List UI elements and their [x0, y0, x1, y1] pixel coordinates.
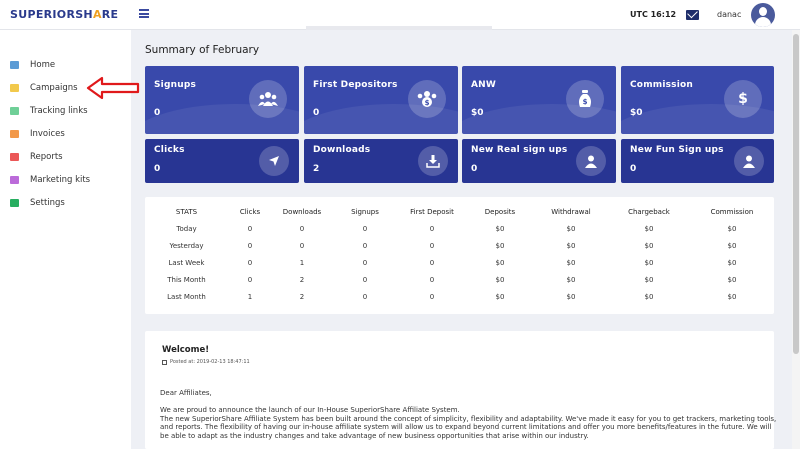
table-cell: $0 [566, 292, 576, 301]
sidebar-item-settings[interactable] [10, 196, 65, 210]
table-cell: 0 [299, 241, 305, 250]
table-cell: $0 [727, 258, 737, 267]
table-cell: $0 [566, 241, 576, 250]
stats-header: Deposits [484, 208, 516, 216]
row-label: Yesterday [169, 241, 204, 250]
sidebar-item-label: Campaigns [30, 83, 78, 93]
first-depositors-card [304, 66, 458, 134]
svg-text:$: $ [424, 99, 430, 107]
avatar[interactable] [751, 3, 775, 27]
new-real-signups-card [462, 139, 616, 183]
calendar-icon [162, 360, 167, 365]
logo-text: SUPERIORSH [10, 8, 93, 21]
table-row [145, 254, 774, 271]
welcome-greeting: Dear Affiliates, [160, 389, 212, 397]
stats-header: Signups [351, 208, 379, 216]
row-label: This Month [167, 275, 206, 284]
row-label: Last Week [168, 258, 205, 267]
card-label: New Fun Sign ups [630, 145, 724, 155]
table-cell: 0 [362, 241, 368, 250]
table-cell: $0 [727, 292, 737, 301]
table-cell: 0 [362, 224, 368, 233]
card-value: 0 [154, 108, 161, 118]
logo-accent: A [92, 8, 102, 21]
table-cell: $0 [727, 224, 737, 233]
table-row [145, 220, 774, 237]
welcome-panel [145, 331, 777, 449]
username[interactable]: danac [717, 10, 742, 19]
scrollbar-thumb[interactable] [793, 34, 799, 354]
table-cell: 0 [247, 275, 253, 284]
card-label: New Real sign ups [471, 145, 568, 155]
table-cell: $0 [644, 224, 654, 233]
cursor-icon [259, 146, 289, 176]
stats-header: Downloads [282, 208, 322, 216]
sidebar-item-campaigns[interactable] [10, 81, 78, 95]
table-cell: 0 [299, 224, 305, 233]
logo-text-end: RE [101, 8, 119, 21]
table-cell: $0 [495, 292, 505, 301]
commission-card [621, 66, 774, 134]
top-tab-indicator [306, 26, 492, 30]
campaigns-icon [10, 84, 19, 92]
table-cell: $0 [644, 292, 654, 301]
money-bag-icon [566, 80, 604, 118]
table-cell: 0 [247, 241, 253, 250]
table-cell: 0 [247, 258, 253, 267]
sidebar-item-home[interactable] [10, 58, 55, 72]
stats-header-row [145, 204, 774, 220]
table-cell: 0 [429, 258, 435, 267]
card-label: Signups [154, 80, 197, 90]
table-cell: 0 [429, 275, 435, 284]
new-fun-signups-card [621, 139, 774, 183]
table-cell: 0 [362, 292, 368, 301]
card-label: ANW [471, 80, 497, 90]
top-bar [0, 0, 800, 30]
anw-card [462, 66, 616, 134]
dollar-icon: $ [724, 80, 762, 118]
sidebar-item-label: Settings [30, 198, 65, 208]
signups-card [145, 66, 299, 134]
posted-text: Posted at: 2019-02-13 18:47:11 [170, 359, 250, 365]
table-cell: 1 [247, 292, 253, 301]
mail-icon[interactable] [686, 10, 699, 20]
user-icon [576, 146, 606, 176]
stats-header: Clicks [239, 208, 261, 216]
card-value: 0 [154, 164, 161, 174]
menu-toggle-icon[interactable] [139, 9, 149, 18]
svg-text:$: $ [582, 98, 588, 106]
posted-date [162, 359, 250, 365]
card-label: Downloads [313, 145, 371, 155]
reports-icon [10, 153, 19, 161]
downloads-card [304, 139, 458, 183]
welcome-line-1: We are proud to announce the launch of our In-House SuperiorShare Affiliate System. [160, 406, 460, 414]
card-value: $0 [630, 108, 643, 118]
card-value: 0 [471, 164, 478, 174]
table-cell: $0 [566, 258, 576, 267]
download-icon [418, 146, 448, 176]
sidebar-item-label: Tracking links [30, 106, 88, 116]
table-cell: $0 [495, 275, 505, 284]
logo[interactable] [10, 8, 118, 21]
table-cell: 1 [299, 258, 305, 267]
invoice-icon [10, 130, 19, 138]
table-cell: $0 [644, 275, 654, 284]
stats-header: Chargeback [628, 208, 670, 216]
sidebar-item-invoices[interactable] [10, 127, 65, 141]
stats-header: First Deposit [410, 208, 454, 216]
sidebar-item-label: Home [30, 60, 56, 70]
stats-header: STATS [175, 208, 198, 216]
table-cell: 2 [299, 292, 305, 301]
home-icon [10, 61, 19, 69]
table-cell: $0 [495, 241, 505, 250]
card-label: Clicks [154, 145, 185, 155]
users-icon [249, 80, 287, 118]
table-row [145, 271, 774, 288]
table-cell: $0 [727, 275, 737, 284]
table-cell: 0 [247, 224, 253, 233]
table-cell: $0 [644, 258, 654, 267]
row-label: Last Month [167, 292, 206, 301]
table-cell: 0 [429, 292, 435, 301]
table-cell: 2 [299, 275, 305, 284]
stats-panel [145, 197, 774, 314]
card-value: 0 [630, 164, 637, 174]
sidebar-item-label: Marketing kits [30, 175, 91, 185]
stats-table [145, 204, 774, 305]
stats-header: Commission [710, 208, 754, 216]
table-cell: $0 [566, 275, 576, 284]
table-row [145, 288, 774, 305]
table-cell: $0 [495, 258, 505, 267]
page-scrollbar[interactable] [792, 30, 800, 449]
sidebar-item-label: Reports [30, 152, 63, 162]
sidebar-item-tracking-links[interactable] [10, 104, 88, 118]
settings-icon [10, 199, 19, 207]
welcome-line-2: The new SuperiorShare Affiliate System has been built around the concept of simplicity, flexibility and adaptability. We've made it easy for you to get trackers, marketing tools, and reports. The flexibility of having our in-house affiliate system will allow us to expand beyond current limitations and offer you more benefits/features in the future. We will be able to adapt as the industry changes and take advantage of new business opportunities that arise within our industry. [160, 414, 777, 440]
table-row [145, 237, 774, 254]
annotation-arrow-icon [86, 76, 140, 100]
table-cell: $0 [566, 224, 576, 233]
table-cell: $0 [727, 241, 737, 250]
depositors-icon [408, 80, 446, 118]
marketing-icon [10, 176, 19, 184]
table-cell: 0 [362, 258, 368, 267]
sidebar-item-label: Invoices [30, 129, 65, 139]
card-value: 0 [313, 108, 320, 118]
page-title: Summary of February [145, 44, 260, 56]
table-cell: 0 [429, 241, 435, 250]
card-label: Commission [630, 80, 694, 90]
table-cell: $0 [495, 224, 505, 233]
table-cell: 0 [429, 224, 435, 233]
card-value: 2 [313, 164, 320, 174]
link-icon [10, 107, 19, 115]
sidebar-item-reports[interactable] [10, 150, 63, 164]
stats-header: Withdrawal [551, 208, 591, 216]
user-icon [734, 146, 764, 176]
clicks-card [145, 139, 299, 183]
welcome-title: Welcome! [162, 345, 210, 355]
row-label: Today [176, 224, 197, 233]
table-cell: 0 [362, 275, 368, 284]
card-label: First Depositors [313, 80, 398, 90]
sidebar-item-marketing-kits[interactable] [10, 173, 90, 187]
card-value: $0 [471, 108, 484, 118]
table-cell: $0 [644, 241, 654, 250]
utc-clock: UTC 16:12 [630, 10, 677, 19]
